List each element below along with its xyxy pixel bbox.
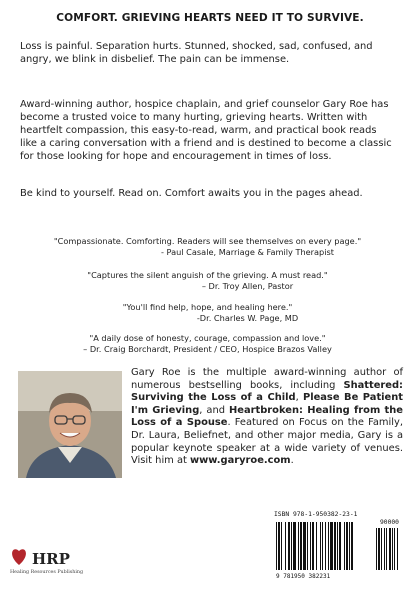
back-cover-headline: COMFORT. GRIEVING HEARTS NEED IT TO SURVIVE. — [56, 12, 364, 24]
barcode-bar — [298, 522, 299, 570]
barcode-bar — [337, 522, 338, 570]
endorsement-quote — [15, 270, 400, 291]
barcode-bar — [312, 522, 314, 570]
barcode-bar — [276, 522, 277, 570]
quote-text: "A daily dose of honesty, courage, compassion and love." — [89, 333, 326, 343]
quote-text: "Compassionate. Comforting. Readers will see themselves on every page." — [53, 236, 362, 246]
barcode-bar — [303, 522, 306, 570]
bio-intro: Gary Roe is the multiple award-winning author of numerous bestselling books, including — [131, 367, 403, 391]
barcode-bar — [328, 522, 329, 570]
bio-separator: , — [295, 392, 303, 404]
bio-book-title: Please Be Patient I'm Grieving — [131, 392, 403, 416]
barcode-bar — [325, 522, 326, 570]
author-photo — [18, 371, 122, 478]
author-portrait-illustration — [18, 371, 122, 478]
quote-attribution: – Dr. Troy Allen, Pastor — [201, 280, 294, 291]
price-code: 90000 — [380, 519, 399, 526]
barcode-bar — [376, 528, 377, 570]
bio-book-title: Shattered: Surviving the Loss of a Child — [131, 379, 403, 404]
barcode-bar — [351, 522, 353, 570]
barcode-bar — [384, 528, 385, 570]
endorsement-quote — [15, 236, 400, 257]
intro-paragraph: Loss is painful. Separation hurts. Stunned, shocked, sad, confused, and angry, we blink in disbelief. The pain can be immense. — [20, 41, 373, 65]
barcode-bar — [346, 522, 348, 570]
bio-end: . — [290, 455, 294, 467]
quote-attribution: - Paul Casale, Marriage & Family Therapist — [160, 246, 335, 257]
barcode-bar — [392, 528, 393, 570]
quote-attribution: -Dr. Charles W. Page, MD — [196, 312, 299, 323]
barcode-bar — [281, 522, 282, 570]
barcode-digits: 9 781950 382231 — [276, 573, 331, 580]
quote-attribution: – Dr. Craig Borchardt, President / CEO, Hospice Brazos Valley — [83, 343, 332, 354]
author-bio — [131, 367, 403, 468]
barcode-bar — [291, 522, 292, 570]
endorsement-quote — [15, 302, 400, 323]
barcode-bar — [322, 522, 323, 570]
publisher-logo-text: HRP — [32, 550, 70, 568]
isbn-number: ISBN 978-1-950382-23-1 — [274, 511, 358, 518]
bio-separator: , and — [199, 404, 229, 416]
bio-book-title: Heartbroken: Healing from the Loss of a Spouse — [131, 404, 403, 429]
barcode-bar — [293, 522, 296, 570]
quote-text: "Captures the silent anguish of the grieving. A must read." — [87, 270, 328, 280]
endorsement-quote — [15, 333, 400, 354]
barcode-bar — [285, 522, 286, 570]
barcode-bar — [288, 522, 290, 570]
barcode-bar — [397, 528, 398, 570]
barcode-bar — [310, 522, 311, 570]
barcode-bar — [344, 522, 345, 570]
barcode-bar — [394, 528, 395, 570]
barcode-bar — [307, 522, 308, 570]
heart-icon — [12, 549, 26, 565]
barcode-bar — [381, 528, 382, 570]
closing-paragraph: Be kind to yourself. Read on. Comfort awaits you in the pages ahead. — [20, 188, 363, 199]
barcode-bar — [349, 522, 350, 570]
author-website-link[interactable]: www.garyroe.com — [190, 455, 291, 467]
barcode-bar — [334, 522, 336, 570]
bio-outro: . Featured on Focus on the Family, Dr. Laura, Beliefnet, and other major media, Gary is a popular keynote speaker at a wide variety of venues. Visit him at — [131, 417, 403, 467]
barcode-bar — [389, 528, 391, 570]
quote-text: "You'll find help, hope, and healing here." — [122, 302, 293, 312]
barcode-bar — [330, 522, 333, 570]
publisher-name: Healing Resources Publishing — [10, 570, 84, 575]
isbn-barcode — [268, 508, 404, 582]
description-paragraph: Award-winning author, hospice chaplain, and grief counselor Gary Roe has become a trusted voice to many hurting, grieving hearts. Written with heartfelt compassion, this easy-to-read, warm, and practical book reads like a caring conversation with a friend and is destined to become a classic for those looking for hope and encouragement in times of loss. — [20, 99, 392, 162]
barcode-bar — [386, 528, 387, 570]
barcode-bars — [268, 508, 404, 582]
barcode-bar — [339, 522, 341, 570]
barcode-bar — [378, 528, 380, 570]
barcode-bar — [300, 522, 302, 570]
barcode-bar — [316, 522, 317, 570]
barcode-bar — [278, 522, 280, 570]
barcode-bar — [320, 522, 321, 570]
